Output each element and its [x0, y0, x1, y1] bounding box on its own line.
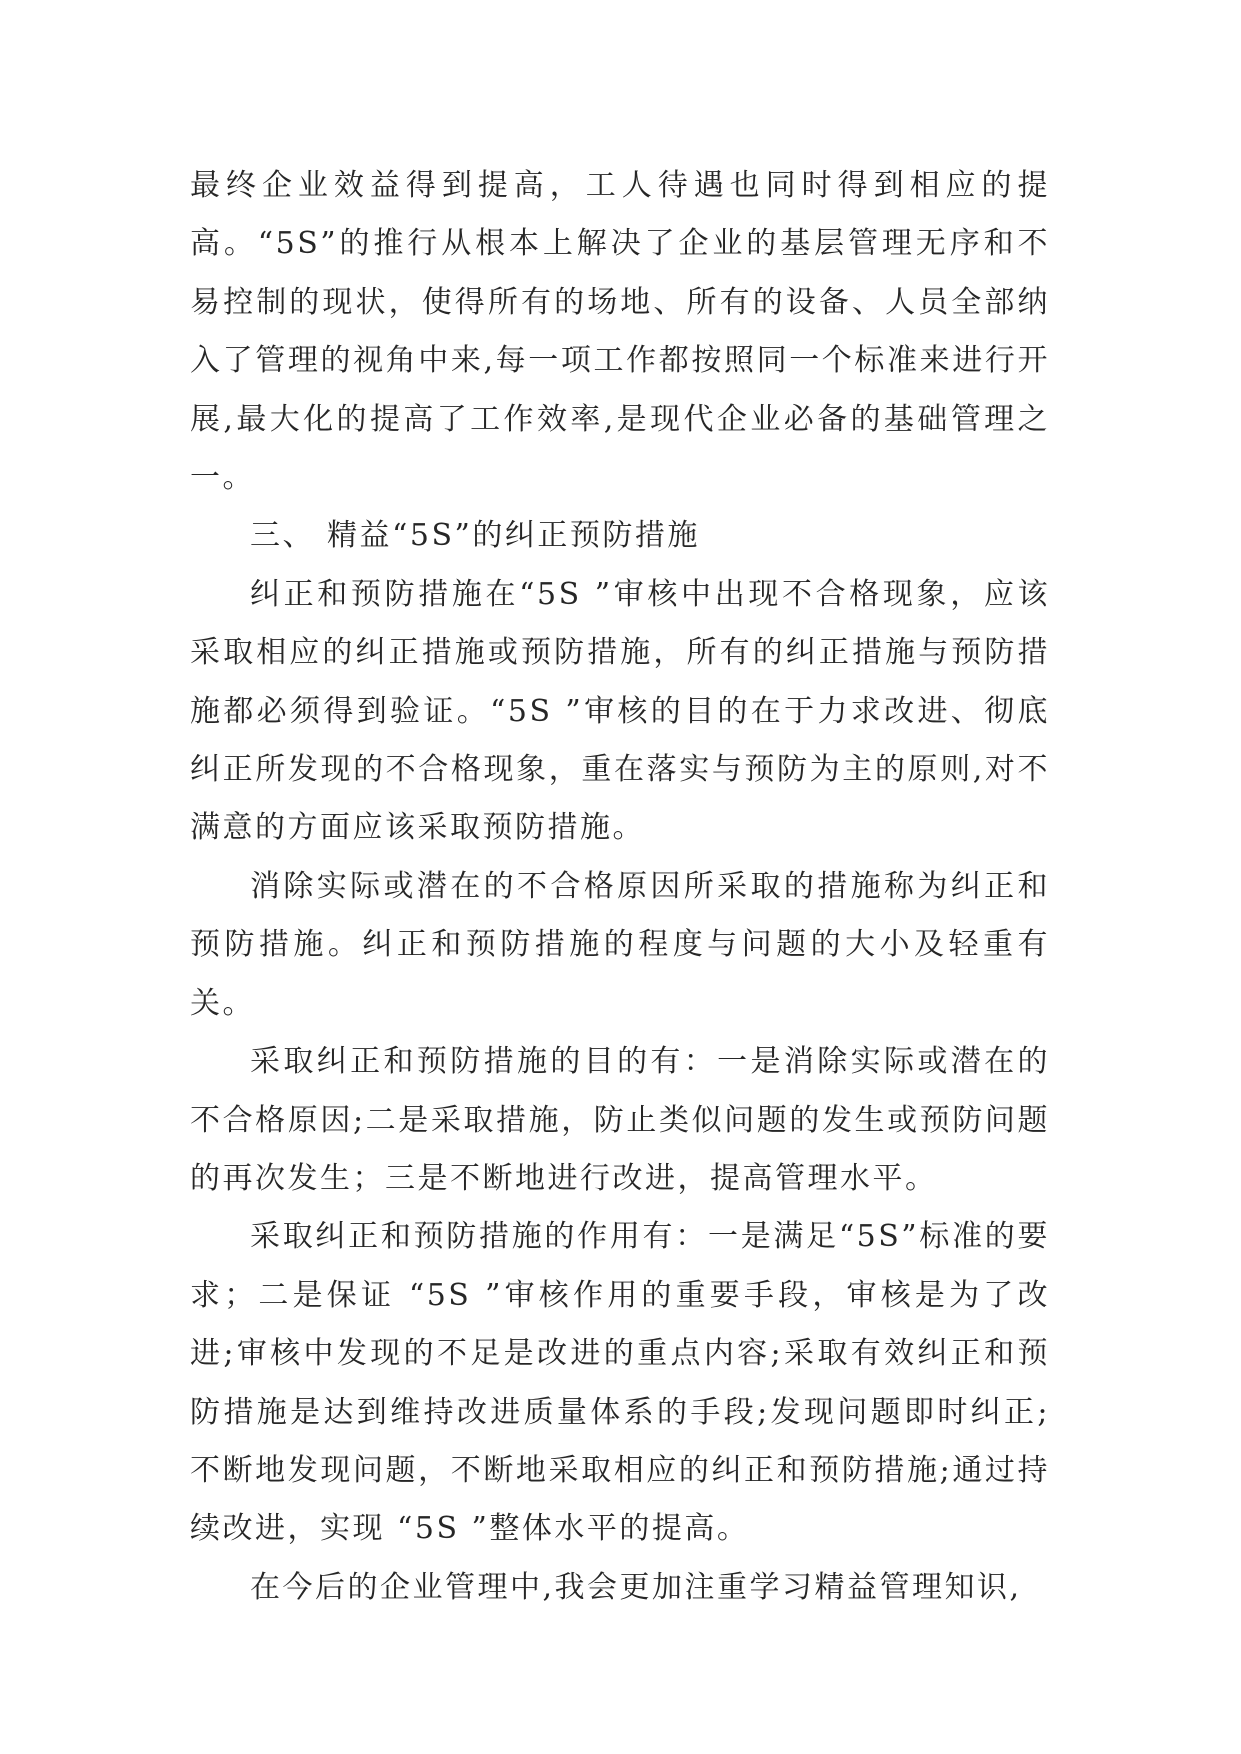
paragraph-definition: 消除实际或潜在的不合格原因所采取的措施称为纠正和预防措施。纠正和预防措施的程度与问题的大小及轻重有关。: [190, 868, 1050, 1021]
section-heading: 三、 精益“5S”的纠正预防措施: [250, 518, 700, 554]
paragraph-continuation: 最终企业效益得到提高，工人待遇也同时得到相应的提高。“5S”的推行从根本上解决了企业的基层管理无序和不易控制的现状，使得所有的场地、所有的设备、人员全部纳入了管理的视角中来,每一项工作都按照同一个标准来进行开展,最大化的提高了工作效率,是现代企业必备的基础管理之一。: [190, 168, 1050, 496]
paragraph-conclusion: 在今后的企业管理中,我会更加注重学习精益管理知识,: [250, 1569, 1022, 1605]
paragraph-corrective-measures: 纠正和预防措施在“5S ”审核中出现不合格现象，应该采取相应的纠正措施或预防措施，所有的纠正措施与预防措施都必须得到验证。“5S ”审核的目的在于力求改进、彻底纠正所发现的不合格现象，重在落实与预防为主的原则,对不满意的方面应该采取预防措施。: [190, 576, 1050, 846]
paragraph-function: 采取纠正和预防措施的作用有：一是满足“5S”标准的要求；二是保证 “5S ”审核作用的重要手段，审核是为了改进;审核中发现的不足是改进的重点内容;采取有效纠正和预防措施是达到维持改进质量体系的手段;发现问题即时纠正;不断地发现问题，不断地采取相应的纠正和预防措施;通过持续改进，实现 “5S ”整体水平的提高。: [190, 1219, 1050, 1547]
document-body: [190, 157, 1050, 1617]
paragraph-purpose: 采取纠正和预防措施的目的有：一是消除实际或潜在的不合格原因;二是采取措施，防止类似问题的发生或预防问题的再次发生；三是不断地进行改进，提高管理水平。: [190, 1044, 1050, 1196]
